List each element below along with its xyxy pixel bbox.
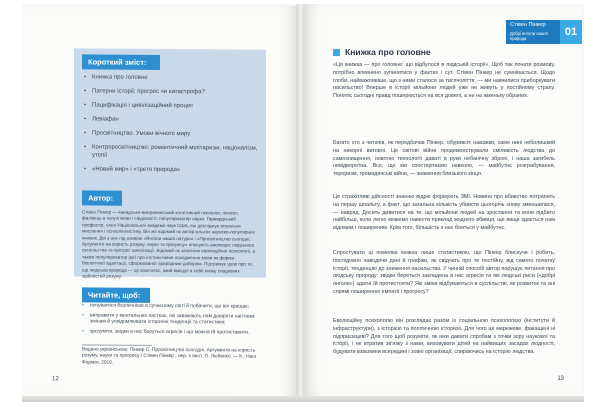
author-box — [74, 184, 266, 277]
open-book — [22, 4, 584, 402]
page-number-left: 12 — [52, 376, 59, 383]
read-item: • почуватися безпечніше в сучасному світі й побачити, що він кращає; — [82, 302, 266, 310]
left-page — [22, 4, 300, 398]
read-item: • зрозуміти, звідки в нас беруться агресія і що можна їй протиставити. — [82, 328, 266, 336]
author-heading: Автор: — [82, 190, 122, 205]
summary-item: • «Новий мир» і «третя природа» — [84, 165, 258, 174]
summary-box — [74, 48, 266, 186]
footnote: Видано українською: Пінкер С. Просвітництво сьогодні. Аргументи на користь розуму, науки та прогресу / Стівен Пінкер ; пер. з англ. О. Любенко. — К.: Наш Формат, 2019. — [82, 347, 257, 366]
summary-item: • Пацифікація і цивілізаційний процес — [84, 101, 258, 110]
summary-item: • Левіафан — [84, 115, 258, 124]
header-subtitle: Добрі янголи нашої природи — [510, 31, 548, 41]
read-list — [82, 302, 266, 338]
paragraph: Еволюційну психологію він розглядає разом із соціальною психологією (інститути й інфраструктури), з історією та політичною історією. Для чого це мережеве, факащені ні підприємцеві? Для того щоб розуміти, як ніки давати спробам з точки зору наукової та історії, і не втратив звʼязку з нами, виховувати дітей на найвищих засадах людності, будувати взаємини всередині і зовні організації, спираючись на історію людства. — [333, 318, 555, 356]
read-heading: Читайте, щоб: — [82, 287, 150, 302]
paragraph: Багато хто з читачів, як передбачав Пінкер, обурився: наважки, саме нині неболишкий на никорні витовні. Це світові війни продемонстрували сміливість людства до самознищення, новітню технології даваті в руки небанічну зброю, і наша загибель невідворотна. Все, що ми спостерігаємо навколо, — майбутнє розграбування, тероризм, громадянські війни, — знамення близького кінця. — [333, 140, 555, 178]
summary-item: • Патерни історії: прогрес чи катастрофа? — [84, 87, 258, 96]
chapter-number: 01 — [560, 20, 582, 44]
paragraph: Спростувати ці помилки можна лише статистикою, що Пінкер блискуче і робить, послідовно наводячи дані й графіки, як свідчать про те постійну, від самого початку історії, тенденцію до зниження насильства. У чинній способі автор порушує питання про людську природу: звідки береться закладена в нас агресія та які людські риси («добрі янголи») здатні їй протистояти? Які зміни відбуваються в суспільстві, як розвиток та ані спрямі поширенню емпатії і прогресу? — [333, 250, 555, 295]
summary-item: • Контрпросвітництво: романтичний мілітаризм, націоналізм, утопії — [84, 143, 258, 160]
section-title — [333, 47, 431, 57]
right-page — [303, 4, 582, 396]
header-author: Стівен Пінкер — [510, 22, 546, 28]
author-bio: Стівен Пінкер — канадсько-американський когнітивний психолог, лінгвіст, фахівець в галузі мови і свідомості, популяризатор науки. Гарвардський професор, член Національної академії наук США, він досліджує візуальне мислення і психолінгвістику. Він же відомий як автор кількох науково-популярних книжок. Дві з них під назвою «Янголи нашої натури» і «Просвітництво сьогодні. Аргументи на користь розуму, науки та прогресу» описують еволюцію людського суспільства та прогрес цивілізації. Відомий як захисник еволюційної психології, а також популяризатор ідеї про інстинктивне походження мови як форми біологічної адаптації, сформованої природним добором. Підтримує ідею про те, що людська природа — це комплекс, який вміщує в себе низку спадкових здібностей розуму. — [82, 209, 256, 279]
read-item: • виправити у ментальних пастках, які заважають нам довіряти нагітним змінам й усвідомлювати історичні тенденції та статистики; — [82, 312, 266, 326]
summary-heading: Короткий зміст: — [82, 54, 160, 70]
paragraph: Це страхітливі дійсності знанню відрю формують ЗМІ. Новина про вбивство потрапить на першу шпальту, а факт, що загальна кількість убивств цьогорічь знову зменшилася, — навряд. Досить дивитися на те, що мільйони людей на зростання та вони підбито найбільш, коли легко можемо навести приклад жодного вбивця, ще вище здається нам відомим і поширеним. Крім того, більшість з нас бояться у майбутнє. — [333, 194, 555, 232]
summary-list — [74, 73, 266, 186]
chapter-header — [506, 20, 582, 44]
section-title-text: Книжка про головне — [345, 47, 431, 57]
footnote-divider — [82, 344, 152, 345]
read-heading-box — [82, 287, 150, 302]
paragraph: «Ця книжка — про головне: що відбулося в людській історії». Щоб так почати розмову, потрібно впевнено зупинятися у фактах і сут. Стівен Пінкер не сумнівається. Щодо глоби, найважливіше, що з ними сталося за тисячоліття, — ми навчилися приборкувати насильство! Вперше в історії мільйони людей уже не живуть у постійному страху. Понятіє сьогодні правд пошерюється на вся довелі, а не на жменьку обраних. — [333, 62, 555, 100]
summary-item: • Просвітництво. Умови вічного миру — [84, 129, 258, 138]
square-bullet-icon — [333, 49, 340, 56]
book-bottom-edge — [22, 396, 584, 402]
summary-item: • Книжка про головне — [84, 73, 258, 82]
page-number-right: 13 — [557, 376, 564, 382]
